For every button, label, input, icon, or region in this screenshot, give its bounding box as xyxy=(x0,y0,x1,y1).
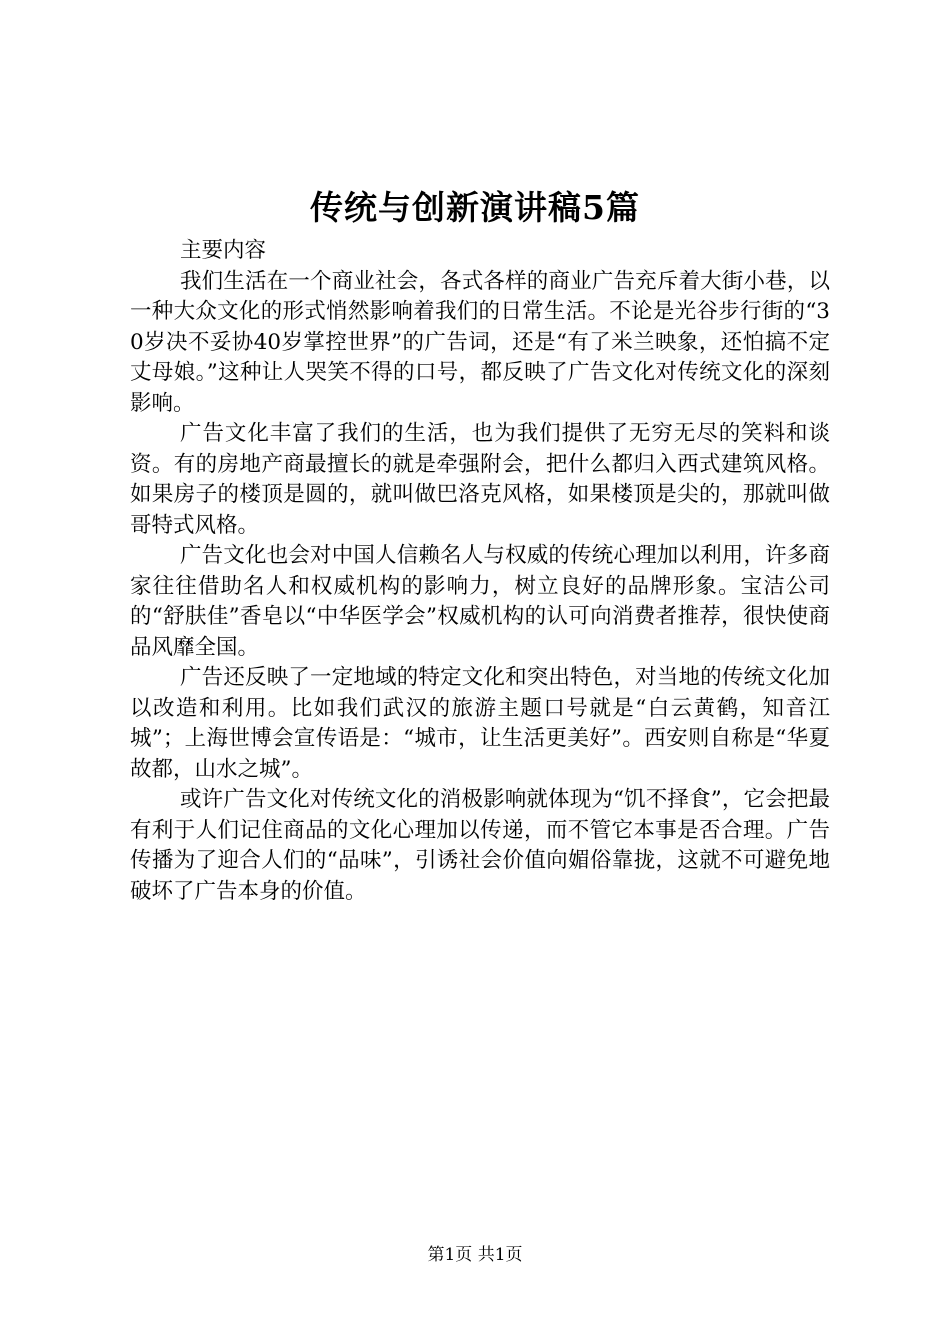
paragraph-3: 广告文化也会对中国人信赖名人与权威的传统心理加以利用，许多商家往往借助名人和权威机构的影响力，树立良好的品牌形象。宝洁公司的“舒肤佳”香皂以“中华医学会”权威机构的认可向消费者推荐，很快使商品风靡全国。 xyxy=(130,543,830,660)
document-body xyxy=(130,236,830,907)
paragraph-1: 我们生活在一个商业社会，各式各样的商业广告充斥着大街小巷，以一种大众文化的形式悄然影响着我们的日常生活。不论是光谷步行街的“30岁决不妥协40岁掌控世界”的广告词，还是“有了米兰映象，还怕搞不定丈母娘。”这种让人哭笑不得的口号，都反映了广告文化对传统文化的深刻影响。 xyxy=(130,268,830,416)
section-label: 主要内容 xyxy=(180,238,267,263)
paragraph-2: 广告文化丰富了我们的生活，也为我们提供了无穷无尽的笑料和谈资。有的房地产商最擅长的就是牵强附会，把什么都归入西式建筑风格。如果房子的楼顶是圆的，就叫做巴洛克风格，如果楼顶是尖的，那就叫做哥特式风格。 xyxy=(130,421,830,538)
page-footer: 第1页 共1页 xyxy=(427,1245,523,1265)
paragraph-4: 广告还反映了一定地域的特定文化和突出特色，对当地的传统文化加以改造和利用。比如我们武汉的旅游主题口号就是“白云黄鹤，知音江城”；上海世博会宣传语是：“城市，让生活更美好”。西安则自称是“华夏故都，山水之城”。 xyxy=(130,665,830,782)
paragraph-5: 或许广告文化对传统文化的消极影响就体现为“饥不择食”，它会把最有利于人们记住商品的文化心理加以传递，而不管它本事是否合理。广告传播为了迎合人们的“品味”，引诱社会价值向媚俗靠拢，这就不可避免地破坏了广告本身的价值。 xyxy=(130,787,830,904)
page-title: 传统与创新演讲稿5篇 xyxy=(310,188,640,227)
